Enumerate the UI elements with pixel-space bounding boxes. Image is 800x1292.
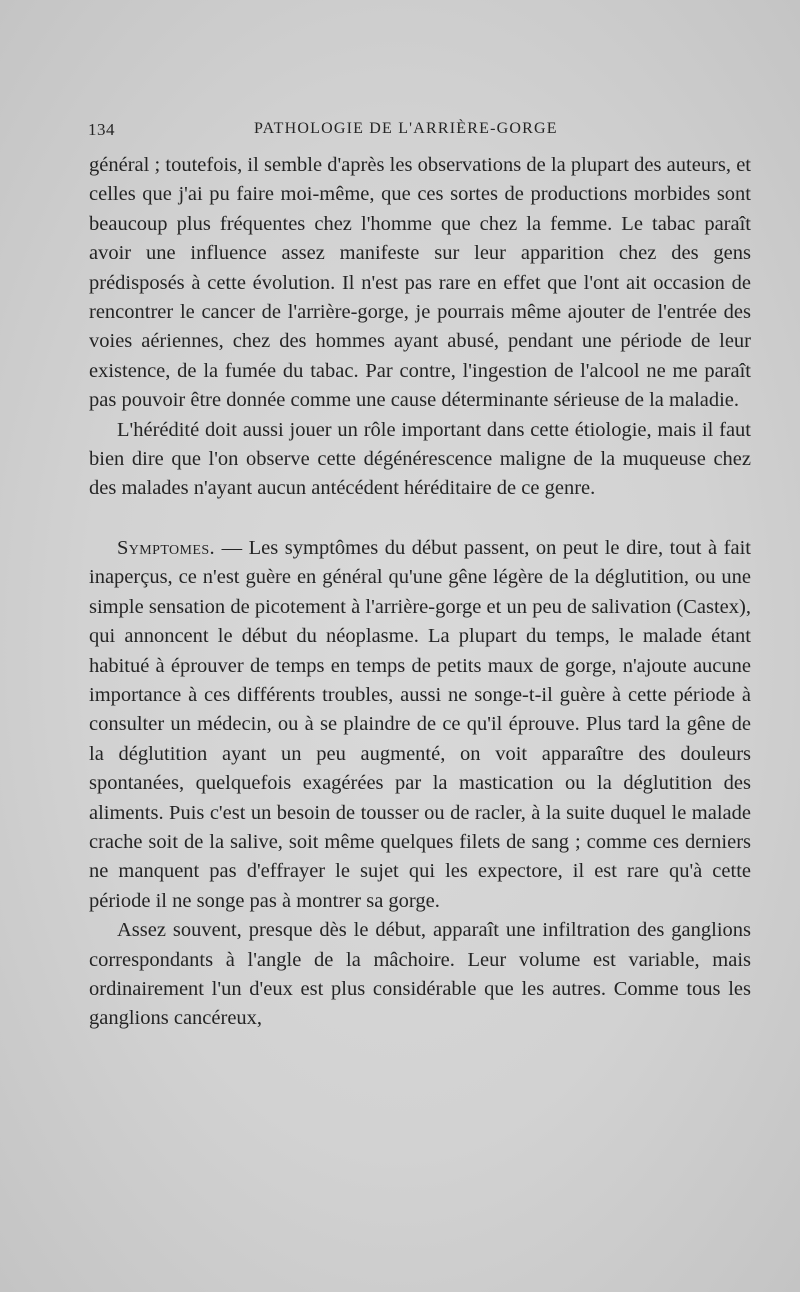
paragraph-text: général ; toutefois, il semble d'après les observations de la plupart des auteurs, et celles que j'ai pu faire moi-même, que ces sortes de productions morbides sont beaucoup plus fréquentes chez l'homme que chez la femme. Le tabac paraît avoir une influence assez manifeste sur leur apparition chez des gens prédisposés à cette évolution. Il n'est pas rare en effet que l'ont ait occasion de rencontrer le cancer de l'arrière-gorge, je pourrais même ajouter de l'entrée des voies aériennes, chez des hommes ayant abusé, pendant une période de leur existence, de la fumée du tabac. Par contre, l'ingestion de l'alcool ne me paraît pas pouvoir être donnée comme une cause déterminante sérieuse de la maladie. xyxy=(89,154,751,412)
paragraph-text: L'hérédité doit aussi jouer un rôle important dans cette étiologie, mais il faut bien dire que l'on observe cette dégénérescence maligne de la muqueuse chez des malades n'ayant aucun antécédent héréditaire de ce genre. xyxy=(89,418,751,500)
paragraph-continuation xyxy=(89,151,751,416)
section-heading: Symptomes. xyxy=(117,536,216,559)
paragraph-text: — Les symptômes du début passent, on peut le dire, tout à fait inaperçus, ce n'est guère en général qu'une gêne légère de la déglutition, ou une simple sensation de picotement à l'arrière-gorge et un peu de salivation (Castex), qui annoncent le début du néoplasme. La plupart du temps, le malade étant habitué à éprouver de temps en temps de petits maux de gorge, n'ajoute aucune importance à ces différents troubles, aussi ne songe-t-il guère à cette période à consulter un médecin, ou à se plaindre de ce qu'il éprouve. Plus tard la gêne de la déglutition ayant un peu augmenté, on voit apparaître des douleurs spontanées, quelquefois exagérées par la mastication ou la déglutition des aliments. Puis c'est un besoin de tousser ou de racler, à la suite duquel le malade crache soit de la salive, soit même quelques filets de sang ; comme ces derniers ne manquent pas d'effrayer le sujet qui les expectore, il est rare qu'à cette période il ne songe pas à montrer sa gorge. xyxy=(89,536,751,912)
paragraph-heredity xyxy=(89,416,751,504)
page-number: 134 xyxy=(88,120,115,139)
paragraph-text: Assez souvent, presque dès le début, apparaît une infiltration des ganglions correspondants à l'angle de la mâchoire. Leur volume est variable, mais ordinairement l'un d'eux est plus considérable que les autres. Comme tous les ganglions cancéreux, xyxy=(89,919,751,1030)
page-header xyxy=(88,120,748,144)
paragraph-ganglions xyxy=(89,916,751,1034)
paragraph-symptoms xyxy=(89,534,751,916)
body-text xyxy=(89,151,751,1034)
running-title: PATHOLOGIE DE L'ARRIÈRE-GORGE xyxy=(254,120,558,137)
